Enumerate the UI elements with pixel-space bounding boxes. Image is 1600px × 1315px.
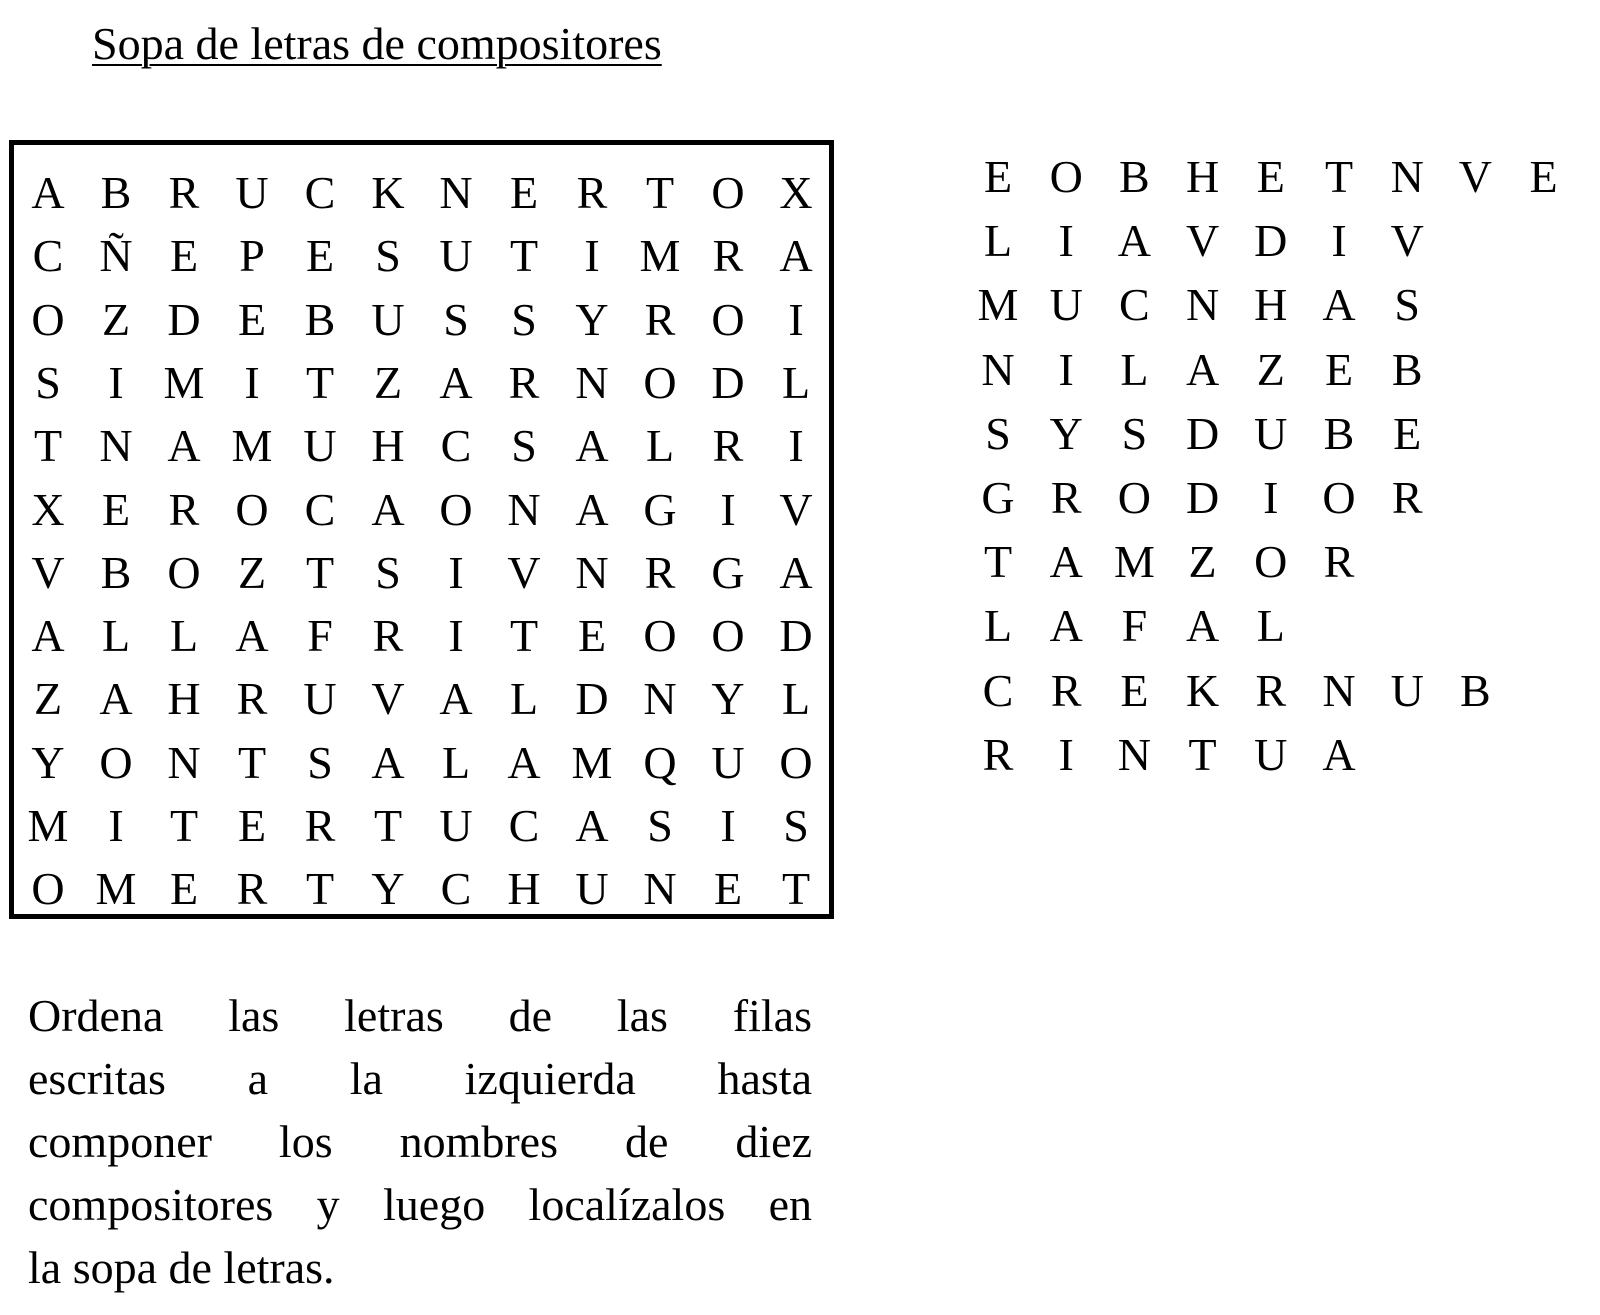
grid-letter: D [779,610,813,662]
grid-letter: U [371,293,405,345]
grid-letter: O [99,736,133,788]
grid-letter: L [781,356,811,408]
scrambled-name-row [964,340,1564,400]
grid-letter: V [507,546,541,598]
grid-letter: R [508,356,540,408]
scrambled-letter: A [1322,728,1356,780]
instructions-line: la sopa de letras. [28,1242,335,1293]
grid-letter: A [779,230,813,282]
grid-letter: E [713,863,743,915]
scrambled-letter: B [1460,664,1491,716]
grid-letter: A [575,483,609,535]
grid-letter: I [108,356,124,408]
grid-letter: T [509,230,539,282]
grid-letter: M [639,230,681,282]
grid-letter: M [95,863,137,915]
grid-letter: R [236,863,268,915]
grid-letter: I [720,800,736,851]
grid-letter: U [711,736,745,788]
grid-row [14,669,829,729]
grid-letter: M [163,356,205,408]
grid-letter: Q [643,736,677,788]
scrambled-letter: I [1263,472,1279,523]
grid-letter: Z [33,673,63,725]
scrambled-name-row [964,725,1564,785]
grid-letter: U [439,800,473,851]
grid-letter: C [32,230,64,282]
grid-letter: L [441,736,471,788]
scrambled-letter: L [983,600,1013,652]
grid-letter: S [783,800,809,851]
scrambled-letter: Y [1049,407,1083,459]
scrambled-name-row [964,661,1564,721]
scrambled-letter: V [1390,215,1424,267]
grid-letter: B [100,546,132,598]
grid-letter: O [31,293,65,345]
scrambled-letter: D [1254,215,1288,267]
grid-row [14,163,829,223]
instructions-line: Ordena las letras de las filas [28,990,812,1041]
scrambled-name-row [964,404,1564,464]
grid-row [14,796,829,856]
grid-letter: S [443,293,469,345]
scrambled-letter: L [1256,600,1285,652]
grid-letter: M [231,420,273,472]
grid-row [14,543,829,603]
scrambled-letter: M [1113,536,1155,588]
grid-letter: D [575,673,609,725]
scrambled-name-row [964,596,1564,656]
grid-letter: T [305,356,335,408]
grid-letter: Y [711,673,745,725]
grid-letter: O [643,356,677,408]
scrambled-letter: R [1050,472,1082,523]
scrambled-name-row [964,275,1564,335]
grid-letter: Y [575,293,609,345]
scrambled-letter: U [1049,279,1083,331]
scrambled-letter: D [1185,407,1220,459]
instructions-line: escritas a la izquierda hasta [28,1053,812,1104]
grid-letter: N [643,673,677,725]
grid-letter: N [167,736,201,788]
scrambled-letter: O [1117,472,1151,523]
scrambled-letter: U [1390,664,1424,716]
grid-letter: D [167,293,201,345]
grid-letter: V [779,483,813,535]
grid-letter: K [371,167,405,218]
grid-letter: B [304,293,336,345]
grid-row [14,480,829,540]
instructions-line: compositores y luego localízalos en [28,1179,812,1230]
grid-letter: S [647,800,673,851]
grid-letter: O [167,546,201,598]
scrambled-letter: I [1058,343,1074,395]
grid-letter: R [168,167,200,218]
grid-letter: R [712,420,744,472]
scrambled-letter: F [1121,600,1148,652]
scrambled-letter: A [1322,279,1356,331]
grid-letter: N [439,167,473,218]
grid-letter: X [31,483,65,535]
grid-letter: R [236,673,268,725]
scrambled-letter: A [1185,343,1220,395]
scrambled-letter: S [1121,407,1148,459]
word-search-grid [9,140,834,919]
page-title: Sopa de letras de compositores [92,18,662,69]
grid-letter: E [169,863,199,915]
grid-letter: S [35,356,61,408]
grid-letter: O [711,610,745,662]
scrambled-name-row [964,468,1564,528]
grid-letter: F [307,610,333,662]
grid-letter: O [711,167,745,218]
grid-letter: I [244,356,260,408]
scrambled-letter: O [1049,151,1083,202]
scrambled-letter: E [983,151,1013,202]
grid-row [14,290,829,350]
grid-row [14,416,829,476]
grid-letter: I [584,230,600,282]
grid-letter: R [712,230,744,282]
grid-letter: V [31,546,65,598]
scrambled-letter: B [1119,151,1150,202]
scrambled-letter: G [981,472,1015,523]
scrambled-letter: E [1120,664,1149,716]
grid-letter: S [375,546,401,598]
scrambled-letter: O [1322,472,1356,523]
grid-letter: O [711,293,745,345]
grid-letter: T [169,800,199,851]
grid-letter: O [439,483,473,535]
scrambled-letter: I [1331,215,1347,267]
grid-letter: O [31,863,65,915]
grid-letter: P [239,230,265,282]
grid-letter: C [304,483,336,535]
grid-letter: O [779,736,813,788]
grid-letter: U [235,167,269,218]
grid-letter: Y [31,736,65,788]
grid-letter: O [235,483,269,535]
grid-letter: Ñ [99,230,133,282]
scrambled-letter: S [1394,279,1420,331]
scrambled-letter: E [1529,151,1558,202]
grid-letter: R [168,483,200,535]
instructions-paragraph [28,984,812,1299]
grid-row [14,353,829,413]
scrambled-letter: D [1185,472,1220,523]
grid-letter: R [644,293,676,345]
grid-letter: E [577,610,607,662]
grid-letter: N [507,483,541,535]
grid-letter: L [169,610,199,662]
scrambled-letter: U [1254,407,1288,459]
scrambled-name-row [964,147,1564,207]
grid-letter: E [169,230,199,282]
scrambled-letter: E [1324,343,1354,395]
grid-letter: H [507,863,541,915]
grid-letter: A [439,673,473,725]
scrambled-letter: N [1390,151,1424,202]
grid-letter: S [511,420,537,472]
grid-letter: B [100,167,132,218]
grid-letter: I [788,293,804,345]
grid-letter: N [575,546,609,598]
grid-letter: H [167,673,201,725]
grid-letter: T [373,800,403,851]
grid-letter: A [31,167,65,218]
grid-letter: T [33,420,63,472]
grid-letter: Z [101,293,131,345]
grid-letter: L [645,420,675,472]
grid-letter: R [576,167,608,218]
scrambled-letter: B [1391,343,1423,395]
scrambled-letter: N [981,343,1015,395]
grid-letter: A [99,673,133,725]
grid-row [14,859,829,919]
grid-letter: N [643,863,677,915]
scrambled-letter: T [1324,151,1354,202]
scrambled-letter: V [1458,151,1492,202]
scrambled-letter: E [1256,151,1285,202]
grid-letter: E [237,293,267,345]
grid-letter: C [440,863,472,915]
grid-letter: A [31,610,65,662]
grid-letter: D [711,356,745,408]
grid-letter: C [304,167,336,218]
grid-letter: E [509,167,539,218]
grid-letter: E [101,483,131,535]
grid-letter: E [305,230,335,282]
scrambled-letter: N [1322,664,1356,716]
scrambled-letter: E [1393,407,1422,459]
grid-letter: L [509,673,539,725]
grid-row [14,733,829,793]
scrambled-letter: L [983,215,1013,267]
grid-letter: S [511,293,537,345]
grid-letter: I [448,546,464,598]
grid-letter: U [439,230,473,282]
scrambled-letter: T [1188,728,1217,780]
scrambled-letter: L [1120,343,1149,395]
grid-letter: A [575,420,609,472]
scrambled-letter: I [1058,215,1074,267]
grid-letter: A [235,610,269,662]
grid-letter: A [167,420,201,472]
scrambled-letter: H [1254,279,1288,331]
grid-letter: T [645,167,675,218]
scrambled-letter: A [1117,215,1151,267]
grid-letter: U [303,673,337,725]
scrambled-name-row [964,211,1564,271]
grid-letter: T [509,610,539,662]
scrambled-letter: C [1119,279,1150,331]
scrambled-letter: C [982,664,1014,716]
grid-letter: S [307,736,333,788]
grid-letter: X [779,167,813,218]
scrambled-letter: U [1254,728,1288,780]
grid-letter: L [101,610,131,662]
grid-letter: A [779,546,813,598]
grid-letter: A [439,356,473,408]
grid-letter: H [371,420,405,472]
scrambled-letter: S [985,407,1011,459]
grid-letter: C [440,420,472,472]
scrambled-letter: K [1185,664,1220,716]
grid-letter: M [27,800,69,851]
grid-letter: Z [237,546,267,598]
grid-letter: N [99,420,133,472]
grid-letter: O [643,610,677,662]
scrambled-letter: R [1255,664,1287,716]
grid-letter: L [781,673,811,725]
grid-letter: R [644,546,676,598]
grid-row [14,606,829,666]
scrambled-letter: M [977,279,1019,331]
grid-letter: U [303,420,337,472]
grid-letter: A [575,800,609,851]
grid-letter: T [781,863,811,915]
grid-letter: Z [373,356,403,408]
grid-letter: I [448,610,464,662]
instructions-line: componer los nombres de diez [28,1116,812,1167]
scrambled-letter: V [1185,215,1220,267]
grid-letter: I [720,483,736,535]
grid-letter: N [575,356,609,408]
grid-letter: A [507,736,541,788]
grid-letter: A [371,736,405,788]
scrambled-letter: Z [1256,343,1285,395]
scrambled-letter: R [1050,664,1082,716]
scrambled-letter: T [983,536,1013,588]
grid-letter: T [305,546,335,598]
grid-letter: M [571,736,613,788]
scrambled-letter: A [1185,600,1220,652]
scrambled-letter: R [1391,472,1423,523]
scrambled-letter: R [1323,536,1355,588]
scrambled-letter: N [1117,728,1151,780]
scrambled-letter: O [1254,536,1288,588]
grid-letter: V [371,673,405,725]
grid-letter: R [372,610,404,662]
scrambled-name-row [964,532,1564,592]
grid-letter: E [237,800,267,851]
scrambled-letter: A [1049,600,1083,652]
grid-letter: R [304,800,336,851]
scrambled-letter: B [1323,407,1355,459]
grid-letter: S [375,230,401,282]
grid-letter: Y [371,863,405,915]
grid-letter: U [575,863,609,915]
grid-letter: T [305,863,335,915]
grid-row [14,226,829,286]
grid-letter: G [643,483,677,535]
grid-letter: I [788,420,804,472]
scrambled-letter: A [1049,536,1083,588]
grid-letter: I [108,800,124,851]
scrambled-letter: I [1058,728,1074,780]
grid-letter: A [371,483,405,535]
scrambled-letter: R [982,728,1014,780]
scrambled-letter: Z [1188,536,1217,588]
scrambled-letter: N [1185,279,1220,331]
scrambled-letter: H [1185,151,1220,202]
grid-letter: G [711,546,745,598]
grid-letter: T [237,736,267,788]
grid-letter: C [508,800,540,851]
